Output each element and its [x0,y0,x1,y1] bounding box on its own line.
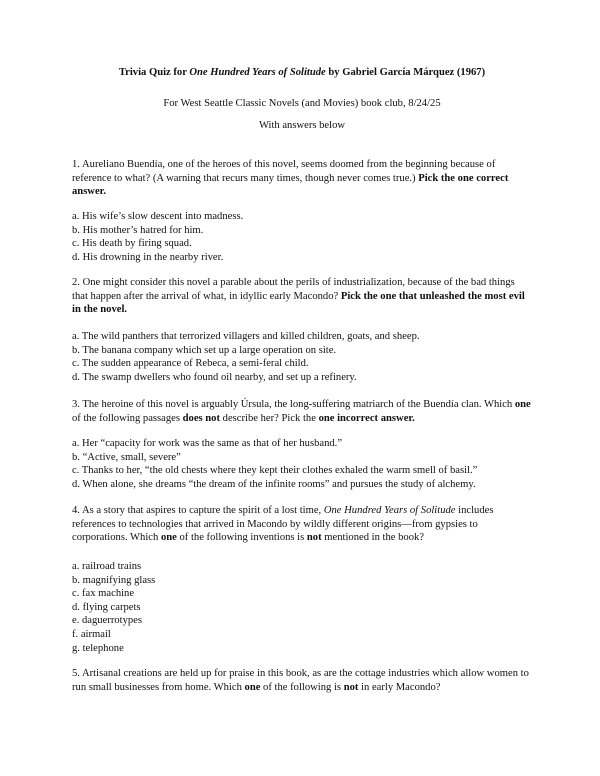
document-subtitle: For West Seattle Classic Novels (and Movies) book club, 8/24/25 [163,98,441,109]
answer-option: b. His mother’s hatred for him. [72,224,204,236]
document-title [72,66,532,80]
answer-option: d. The swamp dwellers who found oil nearby, and set up a refinery. [72,371,357,383]
question-text-part: Pick the one that unleashed the most evil in the novel. [72,290,525,316]
answer-option: g. telephone [72,642,124,654]
question-text-part: one incorrect answer. [318,412,415,424]
question-5 [72,667,532,694]
question-text-part: describe her? Pick the [220,412,319,424]
question-text-part: 3. The heroine of this novel is arguably Úrsula, the long-suffering matriarch of the Buendía clan. Which [72,399,515,410]
answer-option: b. The banana company which set up a large operation on site. [72,344,337,356]
question-1-options [72,210,532,264]
question-4 [72,504,532,545]
question-text-part: 1. Aureliano Buendía, one of the heroes of this novel, seems doomed from the beginning because of reference to what? (A warning that recurs many times, though never comes true.) [72,159,496,184]
answer-option: d. When alone, she dreams “the dream of the infinite rooms” and pursues the study of alchemy. [72,478,476,490]
question-text-part: 5. Artisanal creations are held up for praise in this book, as are the cottage industries which allow women to run small businesses from home. Which [72,668,529,693]
answers-note: With answers below [258,120,346,131]
question-text-part: mentioned in the book? [321,532,425,544]
question-3-options [72,437,532,491]
question-text-part: of the following inventions is [176,532,307,544]
title-suffix: by Gabriel García Márquez (1967) [325,67,486,78]
question-2-options [72,330,532,384]
answer-option: c. The sudden appearance of Rebeca, a semi-feral child. [72,358,309,370]
answer-option: c. His death by firing squad. [72,238,192,250]
question-text-part: of the following is [260,681,344,693]
answer-option: e. daguerrotypes [72,615,143,627]
question-text-part: One Hundred Years of Solitude [323,505,456,516]
question-text-part: Pick the one correct answer. [72,172,509,198]
question-1 [72,158,532,199]
answer-option: b. magnifying glass [72,574,156,586]
question-3 [72,398,532,425]
question-text-part: not [343,681,359,693]
question-2 [72,276,532,317]
title-book: One Hundred Years of Solitude [189,67,326,78]
question-text-part: includes references to technologies that arrived in Macondo by wildly different origins—from gypsies to corporations. Which [72,505,494,544]
answer-option: d. His drowning in the nearby river. [72,251,224,263]
question-text-part: in early Macondo? [358,681,441,693]
answer-option: a. His wife’s slow descent into madness. [72,211,244,222]
answer-option: a. Her “capacity for work was the same as that of her husband.” [72,438,343,449]
answer-option: c. Thanks to her, “the old chests where they kept their clothes exhaled the warm smell of basil.” [72,465,478,477]
question-text-part: one [514,399,531,410]
question-text-part: not [306,532,322,544]
question-text-part: one [160,532,177,544]
answer-option: d. flying carpets [72,601,141,613]
question-text-part: one [244,681,261,693]
answer-option: a. railroad trains [72,561,142,572]
answer-option: a. The wild panthers that terrorized villagers and killed children, goats, and sheep. [72,331,420,342]
answer-option: c. fax machine [72,588,135,600]
question-text-part: 2. One might consider this novel a parable about the perils of industrialization, because of the bad things that happen after the arrival of what, in idyllic early Macondo? [72,277,515,302]
title-prefix: Trivia Quiz for [118,67,190,78]
question-text-part: does not [182,412,221,424]
answer-option: b. “Active, small, severe” [72,451,181,463]
question-4-options [72,560,532,655]
answer-option: f. airmail [72,628,111,640]
question-text-part: of the following passages [72,412,183,424]
question-text-part: 4. As a story that aspires to capture the spirit of a lost time, [72,505,324,516]
